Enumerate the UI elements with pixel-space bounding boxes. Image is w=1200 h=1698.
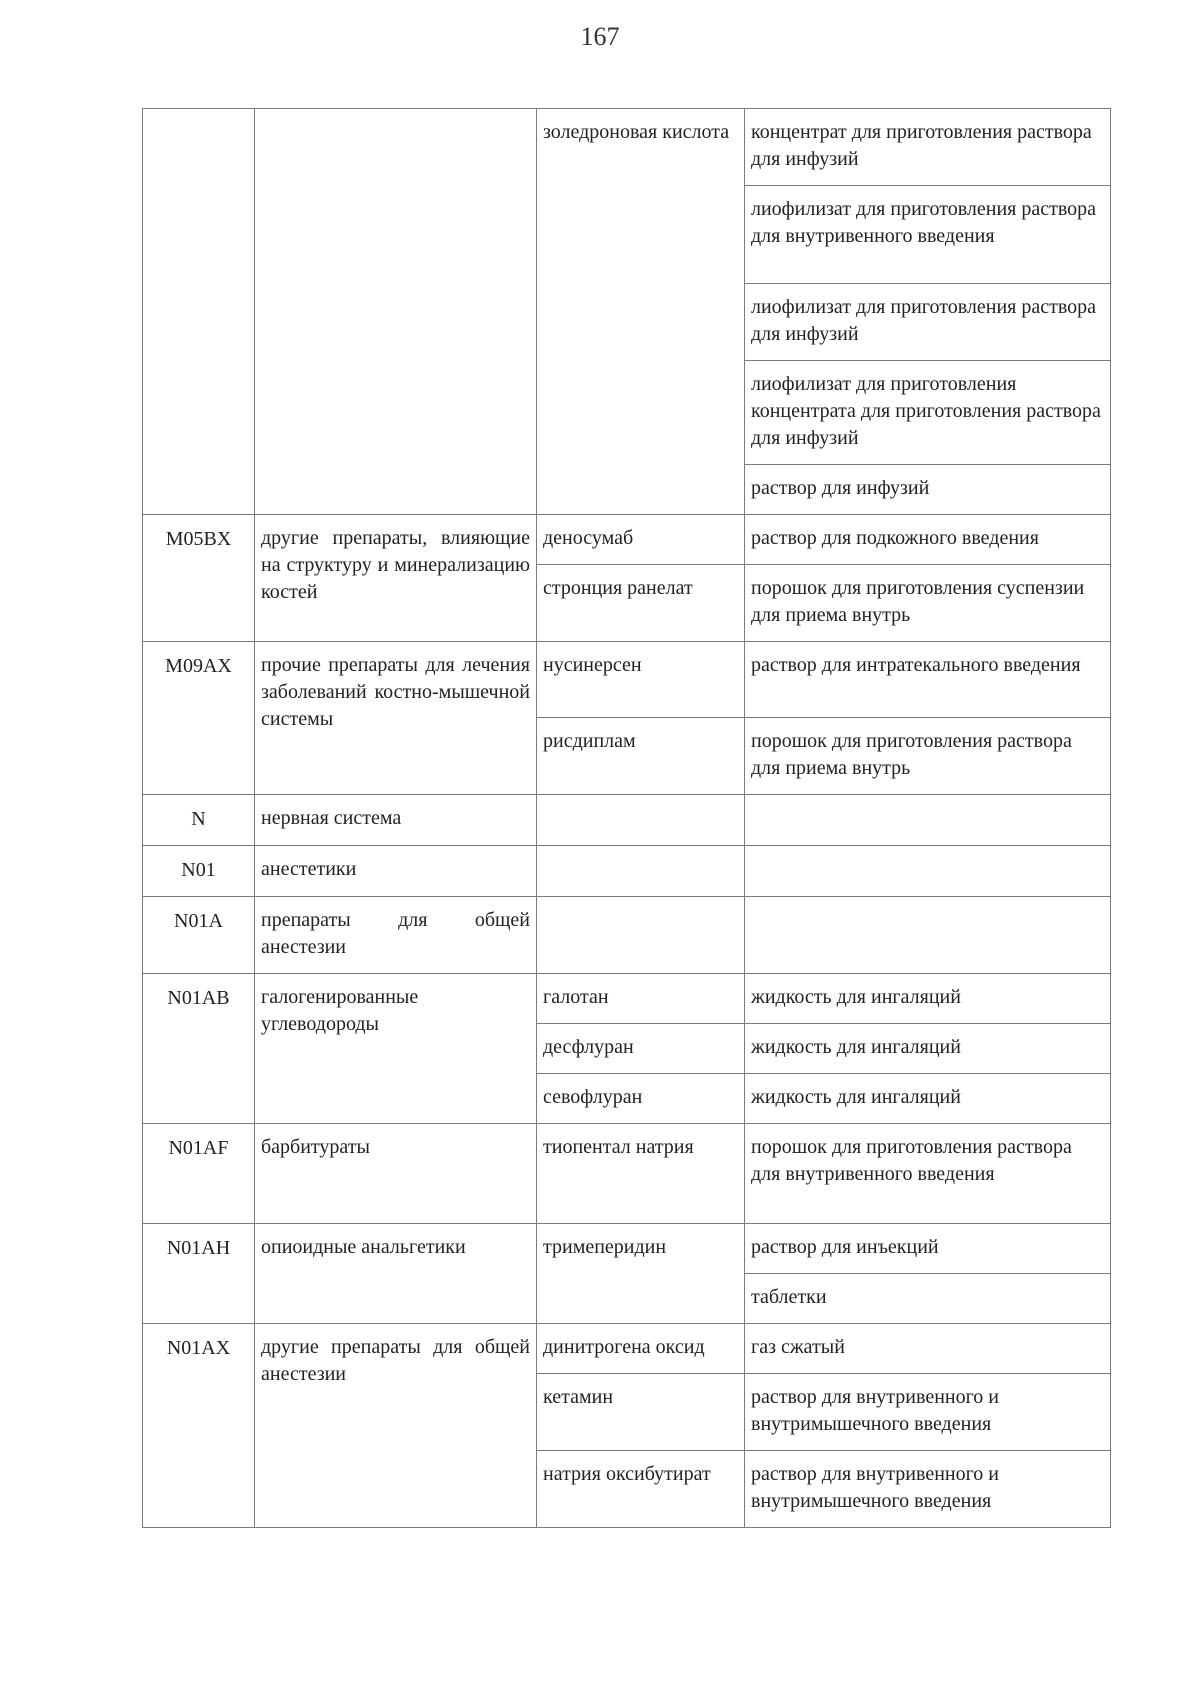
atc-code-cell: M09AX [143,642,255,795]
drug-name-cell: нусинерсен [537,642,745,718]
dosage-form-cell: жидкость для ингаляций [745,1024,1111,1074]
group-name-cell: опиоидные анальгетики [255,1224,537,1324]
dosage-form-cell: лиофилизат для приготовления концентрата для приготовления раствора для инфузий [745,361,1111,465]
group-name-cell: прочие препараты для лечения заболеваний костно-мышечной системы [255,642,537,795]
drug-name-cell: кетамин [537,1374,745,1451]
atc-code-cell: N01AH [143,1224,255,1324]
atc-code-cell: N01A [143,897,255,974]
dosage-form-cell: раствор для инъекций [745,1224,1111,1274]
table-row [143,795,1111,846]
group-name-cell: другие препараты, влияющие на структуру и минерализацию костей [255,515,537,642]
drug-name-cell: галотан [537,974,745,1024]
dosage-form-cell: жидкость для ингаляций [745,1074,1111,1124]
drug-name-cell: натрия оксибутират [537,1451,745,1528]
drug-table [142,108,1111,1528]
group-name-cell [255,109,537,515]
atc-code-cell: M05BX [143,515,255,642]
group-name-cell: анестетики [255,846,537,897]
table-row [143,846,1111,897]
drug-name-cell [537,897,745,974]
drug-name-cell: деносумаб [537,515,745,565]
drug-name-cell: золедроновая кислота [537,109,745,515]
dosage-form-cell [745,846,1111,897]
table-row [143,897,1111,974]
dosage-form-cell: порошок для приготовления суспензии для приема внутрь [745,565,1111,642]
drug-name-cell [537,846,745,897]
group-name-cell: нервная система [255,795,537,846]
dosage-form-cell: концентрат для приготовления раствора для инфузий [745,109,1111,186]
drug-name-cell: тримеперидин [537,1224,745,1324]
dosage-form-cell: лиофилизат для приготовления раствора для внутривенного введения [745,186,1111,284]
table-row [143,515,1111,565]
dosage-form-cell [745,795,1111,846]
dosage-form-cell: раствор для подкожного введения [745,515,1111,565]
dosage-form-cell: порошок для приготовления раствора для внутривенного введения [745,1124,1111,1224]
table-row [143,109,1111,186]
dosage-form-cell: раствор для инфузий [745,465,1111,515]
dosage-form-cell: раствор для интратекального введения [745,642,1111,718]
dosage-form-cell: раствор для внутривенного и внутримышечного введения [745,1451,1111,1528]
table-row [143,1224,1111,1274]
drug-name-cell [537,795,745,846]
group-name-cell: препараты для общей анестезии [255,897,537,974]
dosage-form-cell: газ сжатый [745,1324,1111,1374]
table-row [143,642,1111,718]
atc-code-cell [143,109,255,515]
table-row [143,1324,1111,1374]
group-name-cell: галогенированные углеводороды [255,974,537,1124]
dosage-form-cell: таблетки [745,1274,1111,1324]
dosage-form-cell [745,897,1111,974]
dosage-form-cell: порошок для приготовления раствора для приема внутрь [745,718,1111,795]
drug-name-cell: стронция ранелат [537,565,745,642]
atc-code-cell: N [143,795,255,846]
group-name-cell: барбитураты [255,1124,537,1224]
drug-name-cell: десфлуран [537,1024,745,1074]
table-row [143,974,1111,1024]
drug-name-cell: тиопентал натрия [537,1124,745,1224]
page-number: 167 [580,22,620,51]
atc-code-cell: N01AF [143,1124,255,1224]
dosage-form-cell: лиофилизат для приготовления раствора для инфузий [745,284,1111,361]
group-name-cell: другие препараты для общей анестезии [255,1324,537,1528]
drug-name-cell: севофлуран [537,1074,745,1124]
table-row [143,1124,1111,1224]
dosage-form-cell: раствор для внутривенного и внутримышечного введения [745,1374,1111,1451]
atc-code-cell: N01AB [143,974,255,1124]
atc-code-cell: N01AX [143,1324,255,1528]
drug-name-cell: рисдиплам [537,718,745,795]
dosage-form-cell: жидкость для ингаляций [745,974,1111,1024]
drug-name-cell: динитрогена оксид [537,1324,745,1374]
atc-code-cell: N01 [143,846,255,897]
